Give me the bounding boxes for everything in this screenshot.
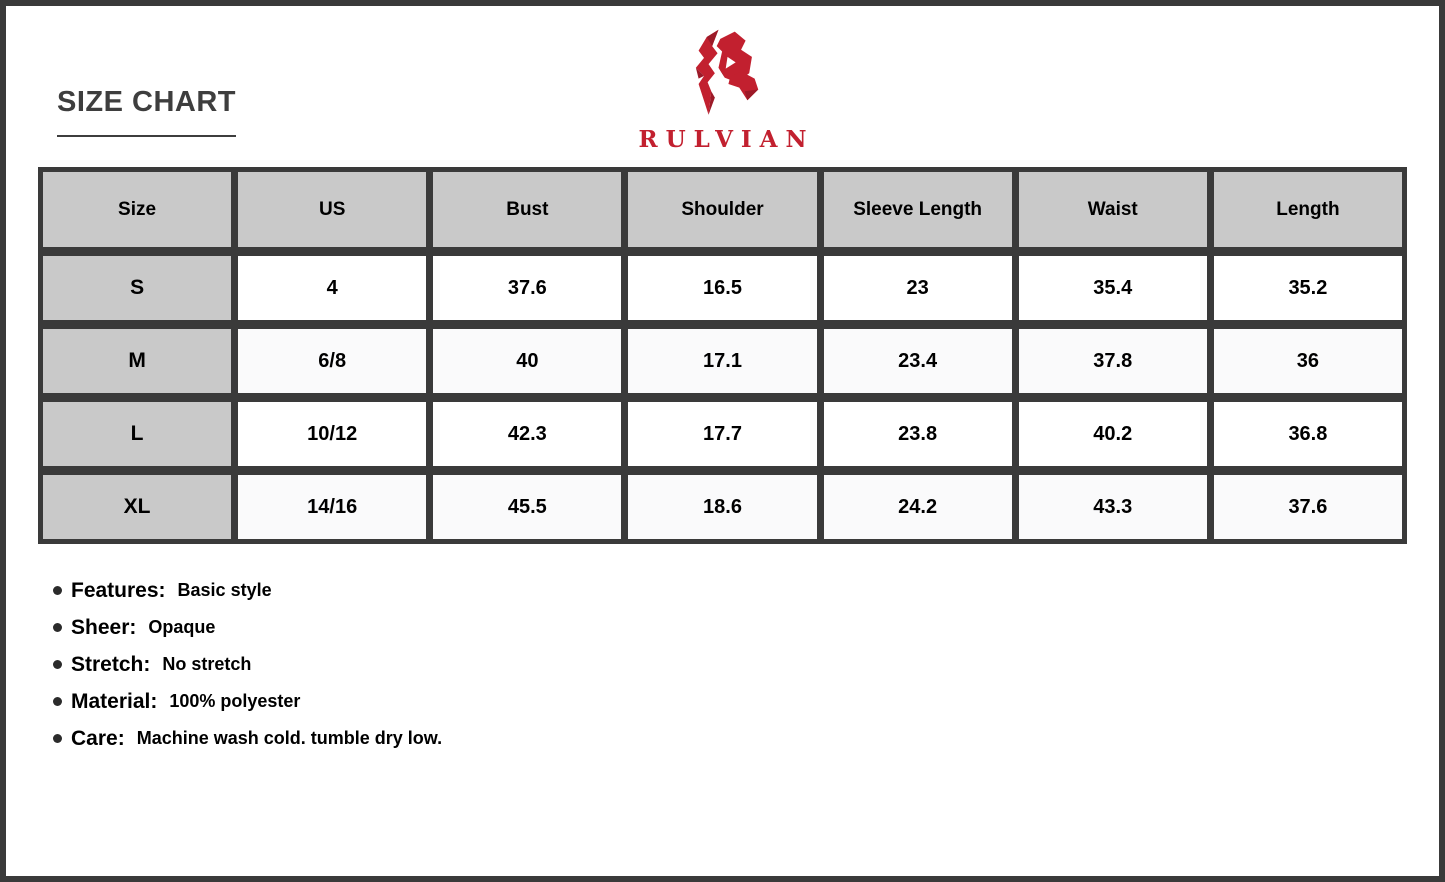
table-cell: 23.8 (824, 402, 1012, 466)
table-cell: 37.8 (1019, 329, 1207, 393)
detail-value: Basic style (177, 580, 272, 600)
detail-item-features (53, 572, 442, 609)
table-cell: 37.6 (1214, 475, 1402, 539)
table-cell: 14/16 (238, 475, 426, 539)
row-header-size: M (43, 329, 231, 393)
page-title-block (57, 86, 236, 137)
detail-item-care (53, 720, 442, 757)
table-cell: 18.6 (628, 475, 816, 539)
detail-label: Care: (71, 726, 125, 750)
bullet-icon (53, 734, 62, 743)
table-cell: 45.5 (433, 475, 621, 539)
row-header-size: XL (43, 475, 231, 539)
detail-item-stretch (53, 646, 442, 683)
table-cell: 35.4 (1019, 256, 1207, 320)
detail-value: 100% polyester (169, 691, 301, 711)
table-cell: 24.2 (824, 475, 1012, 539)
row-header-size: S (43, 256, 231, 320)
column-header-us: US (238, 172, 426, 247)
table-cell: 36.8 (1214, 402, 1402, 466)
table-cell: 42.3 (433, 402, 621, 466)
bullet-icon (53, 660, 62, 669)
table-cell: 17.7 (628, 402, 816, 466)
product-details-list (53, 572, 442, 757)
table-cell: 43.3 (1019, 475, 1207, 539)
page-title: SIZE CHART (57, 86, 236, 118)
table-cell: 36 (1214, 329, 1402, 393)
brand-wordmark: RULVIAN (638, 126, 815, 153)
detail-value: No stretch (162, 654, 252, 674)
table-cell: 10/12 (238, 402, 426, 466)
table-cell: 35.2 (1214, 256, 1402, 320)
row-header-size: L (43, 402, 231, 466)
table-cell: 40.2 (1019, 402, 1207, 466)
table-cell: 37.6 (433, 256, 621, 320)
table-cell: 4 (238, 256, 426, 320)
detail-item-material (53, 683, 442, 720)
detail-item-sheer (53, 609, 442, 646)
column-header-shoulder: Shoulder (628, 172, 816, 247)
column-header-waist: Waist (1019, 172, 1207, 247)
detail-label: Features: (71, 578, 166, 602)
table-cell: 6/8 (238, 329, 426, 393)
column-header-sleeve-length: Sleeve Length (824, 172, 1012, 247)
detail-label: Material: (71, 689, 158, 713)
table-cell: 17.1 (628, 329, 816, 393)
table-cell: 23 (824, 256, 1012, 320)
detail-label: Stretch: (71, 652, 151, 676)
size-chart-table (38, 167, 1407, 544)
table-cell: 23.4 (824, 329, 1012, 393)
table-cell: 16.5 (628, 256, 816, 320)
column-header-bust: Bust (433, 172, 621, 247)
bullet-icon (53, 623, 62, 632)
rulvian-r-logo-icon (677, 28, 769, 122)
bullet-icon (53, 697, 62, 706)
bullet-icon (53, 586, 62, 595)
brand-logo (563, 28, 883, 153)
table-cell: 40 (433, 329, 621, 393)
column-header-length: Length (1214, 172, 1402, 247)
detail-label: Sheer: (71, 615, 137, 639)
column-header-size: Size (43, 172, 231, 247)
detail-value: Machine wash cold. tumble dry low. (136, 728, 443, 748)
detail-value: Opaque (148, 617, 216, 637)
